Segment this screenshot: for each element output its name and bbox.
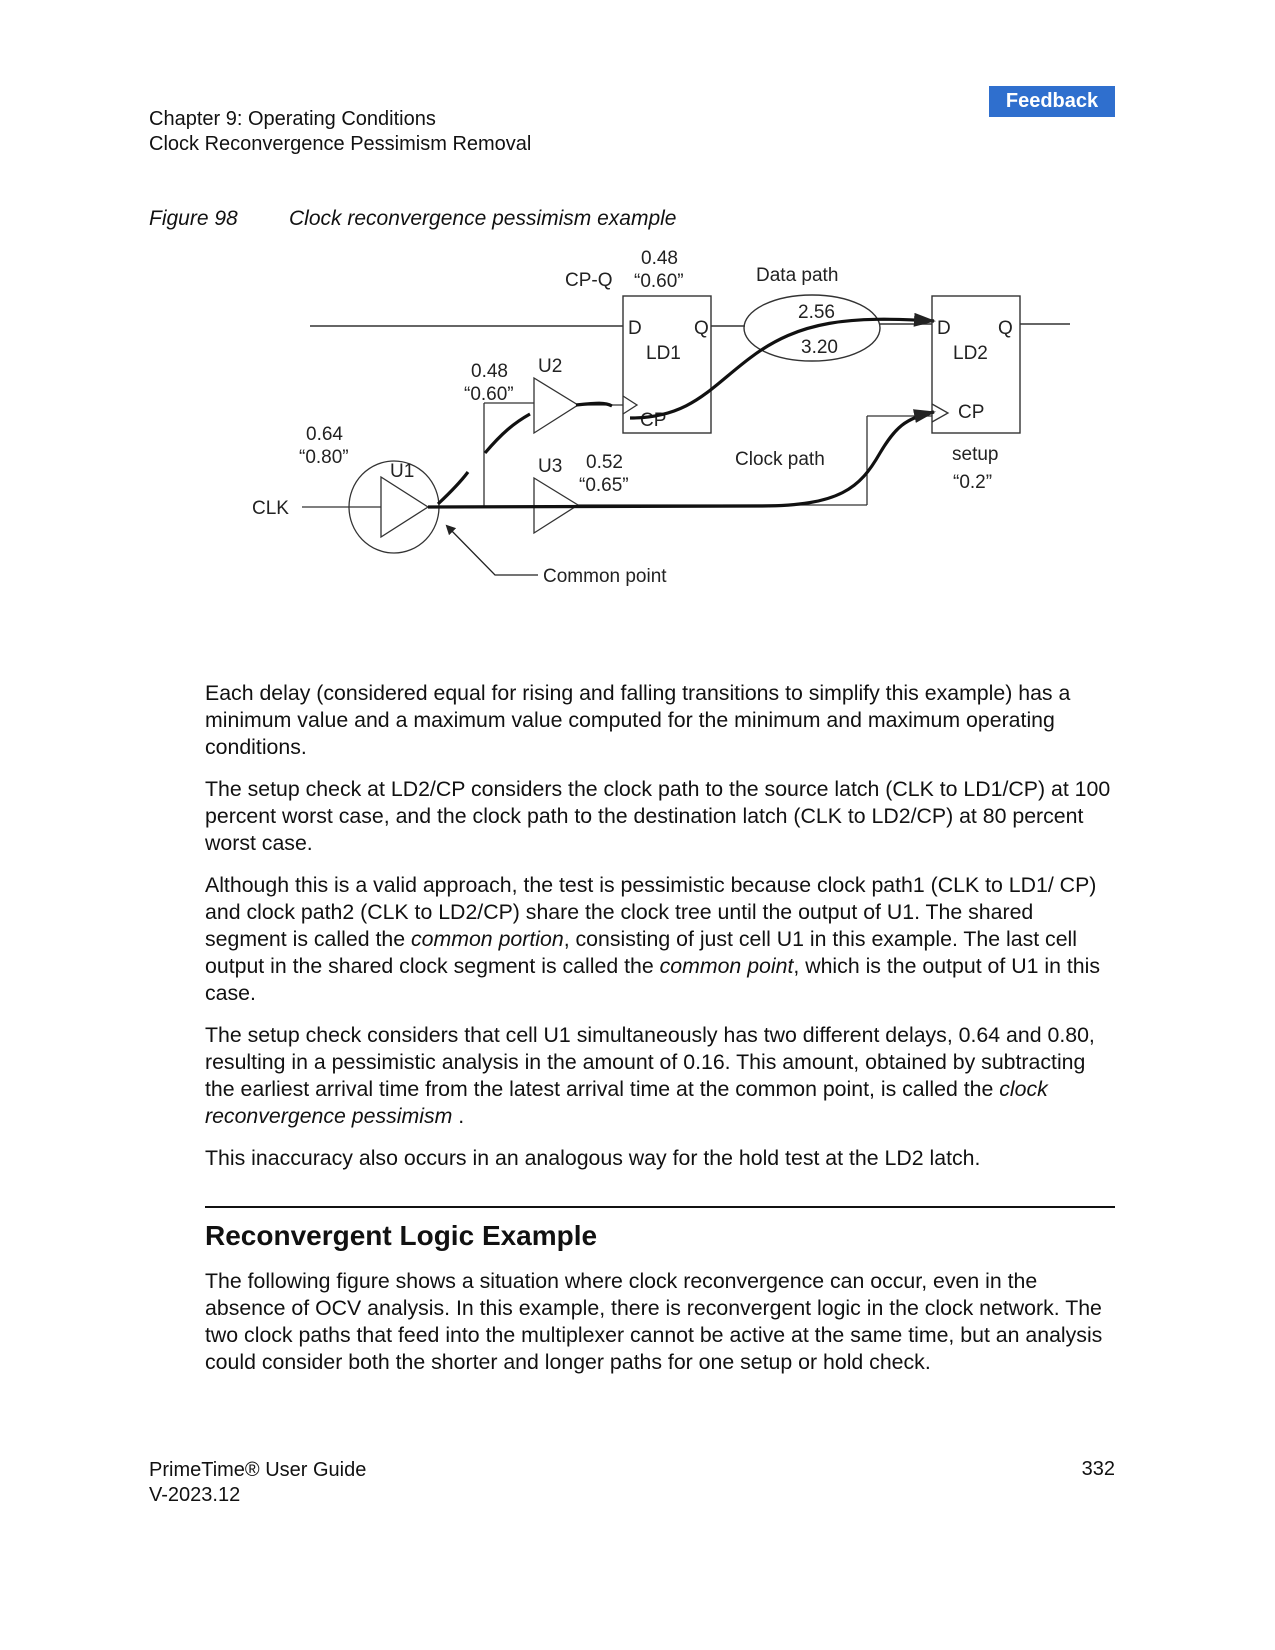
- paragraph-4: The setup check considers that cell U1 simultaneously has two different delays, 0.64 and 0.80, resulting in a pessimistic analysis in the amount of 0.16. This amount, obtained by subtracting the earliest arrival time from the latest arrival time at the common point, is called the clock reconvergence pessimism .: [205, 1023, 1095, 1128]
- paragraph-1: Each delay (considered equal for rising and falling transitions to simplify this example) has a minimum value and a maximum value computed for the minimum and maximum operating conditions.: [205, 681, 1071, 759]
- clock-path-curve: [428, 412, 934, 507]
- setup-value: “0.2”: [953, 472, 993, 493]
- term-common-portion: common portion: [410, 927, 564, 951]
- figure-number: Figure 98: [149, 207, 238, 230]
- clock-path-label: Clock path: [735, 449, 825, 470]
- paragraph-5: This inaccuracy also occurs in an analogous way for the hold test at the LD2 latch.: [205, 1146, 981, 1170]
- setup-label: setup: [952, 444, 999, 465]
- data-path-curve: [630, 319, 934, 418]
- footer-version: V-2023.12: [149, 1484, 241, 1506]
- common-point-pointer: [447, 526, 538, 575]
- u2-buffer: [534, 378, 578, 433]
- chapter-title: Chapter 9: Operating Conditions: [149, 108, 436, 130]
- u3-label: U3: [538, 456, 563, 477]
- u1-buffer: [381, 477, 428, 537]
- clock-reconvergence-diagram: [240, 248, 1140, 628]
- feedback-button[interactable]: Feedback: [989, 86, 1115, 117]
- u2-delay-max: “0.60”: [464, 384, 514, 405]
- figure-caption: [149, 207, 677, 231]
- data-max-value: 3.20: [801, 337, 838, 358]
- clk-label: CLK: [252, 498, 289, 519]
- ld1-d-label: D: [628, 318, 642, 339]
- ld1-q-label: Q: [694, 318, 709, 339]
- body-text: [205, 680, 1115, 1187]
- u1-label: U1: [390, 461, 415, 482]
- launch-path-segment-2: [485, 414, 530, 453]
- launch-path-segment-1: [438, 472, 468, 504]
- u1-delay-min: 0.64: [306, 424, 343, 445]
- data-min-value: 2.56: [798, 302, 835, 323]
- ld2-clock-triangle: [932, 404, 948, 422]
- ld2-label: LD2: [953, 343, 988, 364]
- u1-delay-max: “0.80”: [299, 447, 349, 468]
- u3-delay-max: “0.65”: [579, 475, 629, 496]
- section-divider: [205, 1206, 1115, 1208]
- ld1-delay-min: 0.48: [641, 248, 678, 269]
- common-point-label: Common point: [543, 566, 667, 587]
- u2-label: U2: [538, 356, 563, 377]
- u2-delay-min: 0.48: [471, 361, 508, 382]
- paragraph-3: Although this is a valid approach, the test is pessimistic because clock path1 (CLK to LD1/ CP) and clock path2 (CLK to LD2/CP) share the clock tree until the output of U1. The shared segment is called the common portion, consisting of just cell U1 in this example. The last cell output in the shared clock segment is called the common point, which is the output of U1 in this case.: [205, 873, 1100, 1005]
- ld1-delay-max: “0.60”: [634, 271, 684, 292]
- section-heading: Reconvergent Logic Example: [205, 1220, 598, 1251]
- page-header: [149, 107, 531, 157]
- term-clock-reconvergence-pessimism: clock reconvergence pessimism: [205, 1077, 1048, 1128]
- ld1-cp-label: CP: [640, 410, 667, 431]
- footer-guide-title: PrimeTime® User Guide: [149, 1459, 367, 1481]
- cpq-label: CP-Q: [565, 270, 613, 291]
- ld2-q-label: Q: [998, 318, 1013, 339]
- ld2-cp-label: CP: [958, 402, 985, 423]
- ld1-clock-triangle: [623, 396, 637, 414]
- section-title-header: Clock Reconvergence Pessimism Removal: [149, 133, 532, 155]
- term-common-point: common point: [659, 954, 794, 978]
- figure-title: Clock reconvergence pessimism example: [289, 207, 677, 230]
- ld2-d-label: D: [937, 318, 951, 339]
- page-number: 332: [1081, 1458, 1115, 1480]
- section-paragraph: The following figure shows a situation where clock reconvergence can occur, even in the absence of OCV analysis. In this example, there is reconvergent logic in the clock network. The two clock paths that feed into the multiplexer cannot be active at the same time, but an analysis could consider both the shorter and longer paths for one setup or hold check.: [205, 1269, 1103, 1374]
- data-path-label: Data path: [756, 265, 839, 286]
- u3-delay-min: 0.52: [586, 452, 623, 473]
- paragraph-2: The setup check at LD2/CP considers the clock path to the source latch (CLK to LD1/CP) at 100 percent worst case, and the clock path to the destination latch (CLK to LD2/CP) at 80 percent worst case.: [205, 777, 1111, 855]
- ld1-label: LD1: [646, 343, 681, 364]
- footer-left: [149, 1458, 366, 1508]
